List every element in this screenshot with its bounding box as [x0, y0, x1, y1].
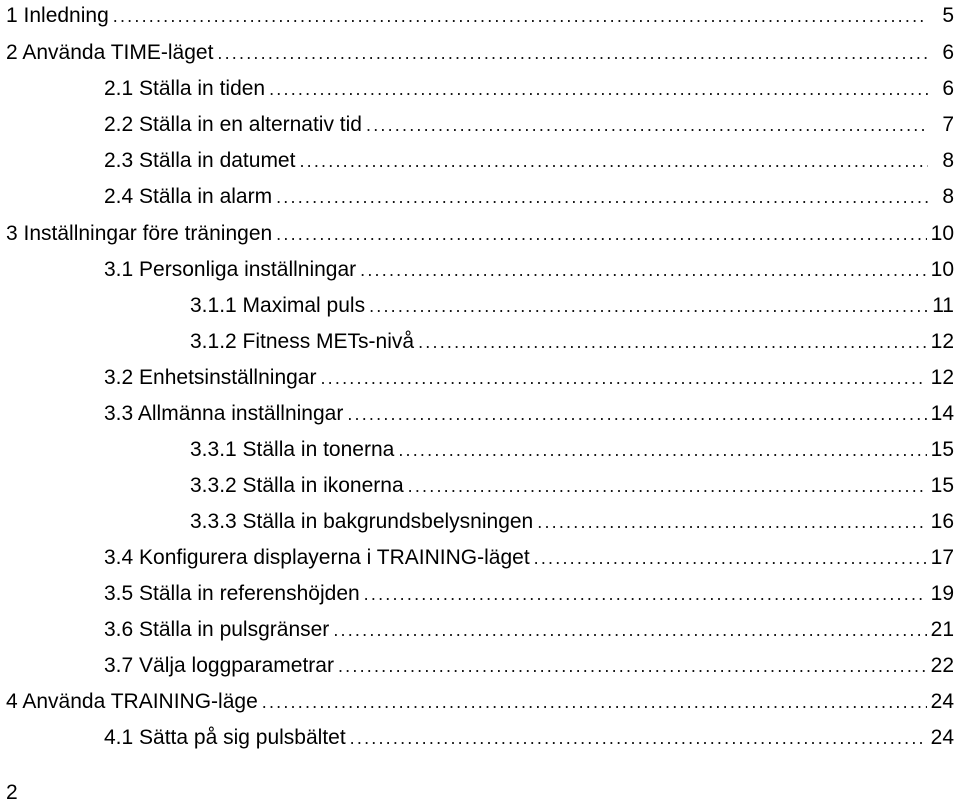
toc-entry-page: 19 — [930, 582, 954, 605]
toc-dot-leader — [299, 143, 928, 179]
toc-entry[interactable] — [0, 35, 958, 71]
toc-entry[interactable] — [0, 143, 958, 179]
toc-entry-page: 21 — [930, 618, 954, 641]
toc-entry-page: 15 — [930, 438, 954, 461]
toc-dot-leader — [350, 720, 927, 756]
toc-entry-page: 16 — [930, 510, 954, 533]
toc-entry-page: 22 — [930, 654, 954, 677]
toc-entry[interactable] — [0, 0, 958, 34]
toc-entry-page: 24 — [930, 726, 954, 749]
toc-entry-label: 3.3 Allmänna inställningar — [104, 402, 344, 425]
toc-entry-page: 11 — [932, 294, 954, 317]
toc-entry-label: 4.1 Sätta på sig pulsbältet — [104, 726, 346, 749]
toc-entry[interactable] — [0, 612, 958, 648]
toc-entry-page: 12 — [930, 330, 954, 353]
toc-dot-leader — [360, 252, 926, 288]
toc-entry[interactable] — [0, 360, 958, 396]
toc-dot-leader — [269, 71, 928, 107]
toc-entry-label: 3.1.1 Maximal puls — [190, 294, 366, 317]
toc-entry[interactable] — [0, 432, 958, 468]
toc-entry-page: 17 — [930, 546, 954, 569]
toc-dot-leader — [276, 216, 926, 252]
toc-entry-label: 1 Inledning — [6, 4, 109, 27]
toc-entry[interactable] — [0, 252, 958, 288]
toc-dot-leader — [333, 612, 926, 648]
toc-entry-label: 3.7 Välja loggparametrar — [104, 654, 334, 677]
toc-entry[interactable] — [0, 324, 958, 360]
toc-entry-label: 2.4 Ställa in alarm — [104, 185, 273, 208]
toc-entry-label: 3.3.3 Ställa in bakgrundsbelysningen — [190, 510, 534, 533]
toc-entry-label: 3 Inställningar före träningen — [6, 222, 273, 245]
toc-entry-label: 2 Använda TIME-läget — [6, 41, 214, 64]
toc-entry-label: 3.5 Ställa in referenshöjden — [104, 582, 360, 605]
toc-entry[interactable] — [0, 720, 958, 756]
toc-entry-label: 4 Använda TRAINING-läge — [6, 690, 258, 713]
toc-entry-label: 2.2 Ställa in en alternativ tid — [104, 113, 362, 136]
toc-dot-leader — [398, 432, 926, 468]
toc-dot-leader — [347, 396, 926, 432]
toc-dot-leader — [418, 324, 927, 360]
toc-entry[interactable] — [0, 684, 958, 720]
toc-entry[interactable] — [0, 71, 958, 107]
toc-entry-label: 3.4 Konfigurera displayerna i TRAINING-läget — [104, 546, 530, 569]
toc-entry[interactable] — [0, 216, 958, 252]
toc-dot-leader — [537, 504, 926, 540]
toc-entry-page: 5 — [942, 4, 954, 27]
toc-dot-leader — [366, 107, 928, 143]
toc-entry-label: 3.1 Personliga inställningar — [104, 258, 357, 281]
toc-entry[interactable] — [0, 179, 958, 215]
toc-entry-page: 6 — [942, 41, 954, 64]
toc-entry[interactable] — [0, 396, 958, 432]
toc-entry[interactable] — [0, 576, 958, 612]
toc-entry[interactable] — [0, 648, 958, 684]
toc-entry-page: 10 — [930, 258, 954, 281]
toc-dot-leader — [320, 360, 926, 396]
toc-entry-page: 8 — [942, 149, 954, 172]
toc-entry-page: 8 — [942, 185, 954, 208]
toc-dot-leader — [217, 35, 928, 71]
toc-entry-label: 3.3.2 Ställa in ikonerna — [190, 474, 404, 497]
toc-dot-leader — [534, 540, 927, 576]
toc-entry[interactable] — [0, 288, 958, 324]
toc-entry-label: 3.6 Ställa in pulsgränser — [104, 618, 330, 641]
page-number: 2 — [6, 781, 18, 804]
toc-dot-leader — [276, 179, 928, 215]
toc-entry-page: 15 — [930, 474, 954, 497]
toc-dot-leader — [369, 288, 928, 324]
toc-dot-leader — [262, 684, 927, 720]
toc-dot-leader — [408, 468, 927, 504]
toc-dot-leader — [338, 648, 927, 684]
toc-entry-label: 3.3.1 Ställa in tonerna — [190, 438, 395, 461]
toc-dot-leader — [364, 576, 927, 612]
toc-entry-page: 6 — [942, 77, 954, 100]
toc-entry-label: 3.1.2 Fitness METs-nivå — [190, 330, 415, 353]
toc-entry-page: 10 — [930, 222, 954, 245]
toc-entry[interactable] — [0, 540, 958, 576]
toc-entry-page: 7 — [942, 113, 954, 136]
toc-entry-label: 2.1 Ställa in tiden — [104, 77, 266, 100]
toc-entry[interactable] — [0, 107, 958, 143]
toc-entry[interactable] — [0, 468, 958, 504]
toc-entry[interactable] — [0, 504, 958, 540]
toc-dot-leader — [113, 0, 928, 34]
toc-entry-page: 14 — [930, 402, 954, 425]
toc-entry-label: 3.2 Enhetsinställningar — [104, 366, 317, 389]
toc-entry-page: 12 — [930, 366, 954, 389]
toc-entry-label: 2.3 Ställa in datumet — [104, 149, 296, 172]
toc-entry-page: 24 — [930, 690, 954, 713]
